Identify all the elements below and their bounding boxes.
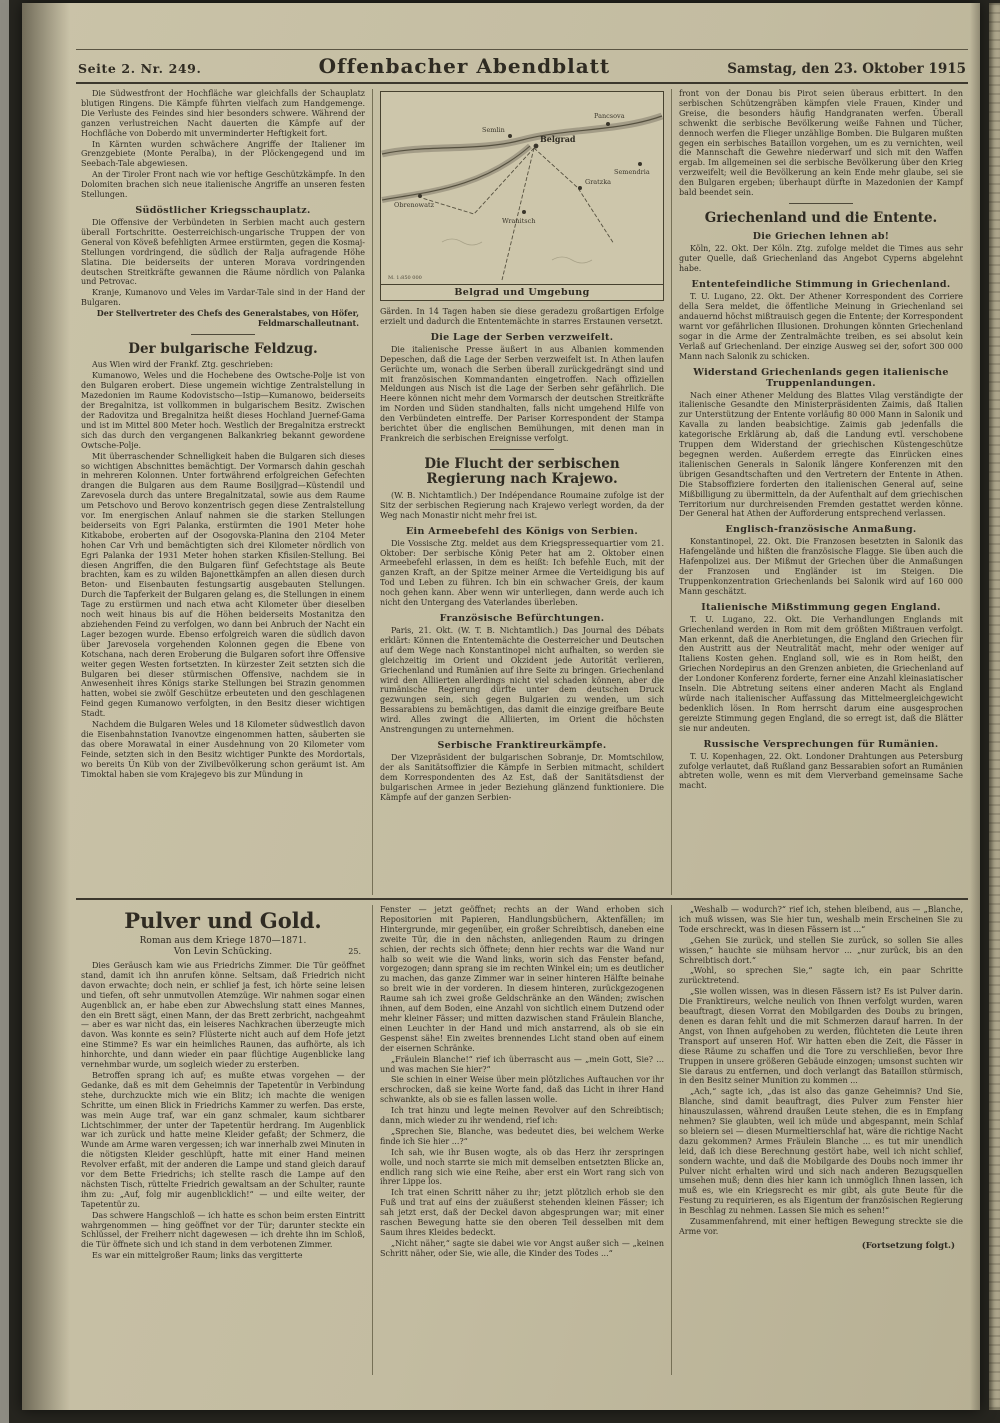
article-paragraph: „Nicht näher,“ sagte sie dabei wie vor Angst außer sich — „keinen Schritt näher, oder Sie, wie alle, die Kinder des Todes ...“ xyxy=(380,1238,664,1258)
article-paragraph: „Weshalb — wodurch?“ rief ich, stehen bleibend, aus — „Blanche, ich muß wissen, was Sie hier tun, weshalb mein Erscheinen Sie zu Tode erschreckt, was in diesen Fässern ist ...“ xyxy=(679,905,963,934)
article-paragraph: T. U. Lugano, 22. Okt. Die Verhandlungen Englands mit Griechenland werden in Rom mit dem größten Mißtrauen verfolgt. Man erkennt, daß die Anerbietungen, die England den Griechen für den Austritt aus der Neutralität macht, mehr oder weniger auf Italiens Kosten gehen. England soll, wie es in Rom heißt, den Griechen Nordepirus an den Grenzen anbieten, die Griechenland auf der Londoner Konferenz forderte, ferner eine Anzahl kleinasiatischer Inseln. Die Abtretung seitens einer anderen Macht als England würde nach italienischer Auffassung das Mittelmeergleichgewicht bedenklich lösen. In Rom herrscht darum eine ausgesprochen gereizte Stimmung gegen England, die so erregt ist, daß die Blätter sie nur andeuten. xyxy=(679,614,963,733)
feuilleton-column-3 xyxy=(671,905,970,1375)
map-label-pancsova: Pancsova xyxy=(594,112,625,120)
article-paragraph: Die Offensive der Verbündeten in Serbien macht auch gestern überall Fortschritte. Oesterreichisch-ungarische Truppen der von General von Köveß befehligten Armee erstürmten, gegen die Kosmaj-Stellungen vordringend, die südlich der Ralja aufragende Höhe Slatina. Die beiderseits der unteren Morava vordringenden deutschen Streitkräfte gewannen die Räume nördlich von Palanka und Petrovac. xyxy=(81,217,365,287)
news-column-3 xyxy=(671,89,970,895)
article-paragraph: Kumanowo, Weles und die Hochebene des Owtsche-Polje ist von den Bulgaren erobert. Diese ungemein wichtige Zentralstellung in Mazedonien im Raume Kodovistscho—Istip—Kumanowo, beiderseits der Bregalnitza, ist vollkommen in bulgarischem Besitz. Zwischen der Radovitza und Bregalnitza heißt dieses Hochland Juernef-Gama und ist im Mittel 800 Meter hoch. Westlich der Bregalnitza erstreckt sich das durch den vergangenen Balkankrieg bekannt gewordene Owtsche-Polje. xyxy=(81,371,365,450)
article-paragraph: front von der Donau bis Pirot seien überaus erbittert. In den serbischen Schützengräben kämpfen viele Frauen, Kinder und Greise, die besonders häufig Handgranaten werfen. Überall schwenkt die serbische Bevölkerung weiße Fahnen und Tücher, dennoch werfen die Flieger unzählige Bomben. Die Bulgaren mußten gegen ein serbisches Bataillon vorgehen, um es zu vernichten, weil die Mannschaft die Gewehre niederwarf und sich mit den Waffen ergab. Im allgemeinen sei die serbische Bevölkerung über den Krieg verzweifelt; weil die Bevölkerung an kein Ende mehr glaube, sei sie den Bulgaren ergeben; überhaupt dürfte in Mazedonien der Kampf bald beendet sein. xyxy=(679,89,963,198)
article-paragraph: Zusammenfahrend, mit einer heftigen Bewegung streckte sie die Arme vor. xyxy=(679,1217,963,1236)
article-headline: Die Griechen lehnen ab! xyxy=(752,231,890,243)
news-column-1 xyxy=(74,89,372,895)
article-divider xyxy=(789,203,853,204)
article-headline: Italienische Mißstimmung gegen England. xyxy=(701,601,941,613)
map-dot-pancsova xyxy=(606,122,610,126)
feuilleton-column-2 xyxy=(372,905,671,1375)
map-figure xyxy=(380,91,664,301)
article-divider xyxy=(490,449,554,450)
article-paragraph: Ich trat einen Schritt näher zu ihr; jetzt plötzlich erhob sie den Fuß und trat auf eins der zuäußerst stehenden kleinen Fässer; ich sah jetzt erst, daß der Deckel davon abgesprungen war; mit einer raschen Bewegung hatte sie den oberen Teil desselben mit dem Saum ihres Kleides bedeckt. xyxy=(380,1188,664,1237)
article-divider xyxy=(191,334,255,335)
article-headline: Englisch-französische Anmaßung. xyxy=(725,524,917,536)
map-dot-obrenowatz xyxy=(418,194,422,198)
belgrad-map xyxy=(381,92,663,284)
map-scale-note: M. 1:850 000 xyxy=(388,275,422,281)
map-dot-gratzka xyxy=(578,186,582,190)
article-paragraph: Gärden. In 14 Tagen haben sie diese geradezu großartigen Erfolge erzielt und dadurch die Ententemächte in starres Erstaunen versetzt. xyxy=(380,307,664,326)
article-paragraph: Konstantinopel, 22. Okt. Die Franzosen besetzten in Salonik das Hafengelände und hißten die französische Flagge. Sie üben auch die Hafenpolizei aus. Der Mißmut der Griechen über die Anmaßungen der Franzosen und Engländer ist im Steigen. Die Truppenkonzentration Griechenlands bei Salonik wird auf 160 000 Mann geschätzt. xyxy=(679,537,963,596)
article-paragraph: Das schwere Hangschloß — ich hatte es schon beim ersten Eintritt wahrgenommen — hing geöffnet vor der Tür; darunter steckte ein Schlüssel, der Freiherr nicht dagewesen — ich drehte ihn im Schloß, die Tür öffnete sich und ich stand in dem verbotenen Zimmer. xyxy=(81,1210,365,1250)
article-paragraph: Kranje, Kumanovo und Veles im Vardar-Tale sind in der Hand der Bulgaren. xyxy=(81,288,365,308)
article-paragraph: „Sie wollen wissen, was in diesen Fässern ist? Es ist Pulver darin. Die Franktireurs, welche neulich von Ihnen verfolgt wurden, waren beauftragt, diesen Vorrat den Mobilgarden des Doubs zu bringen, denen es daran fehlt und die mit Schmerzen darauf harren. In der Angst, von Ihnen aufgehoben zu werden, flüchteten die Leute ihren Transport auf unseren Hof. Wir hatten eben die Zeit, die Fässer in diese Räume zu schaffen und die Tore zu verschließen, bevor Ihre Truppen in unsere größeren Gebäude einzogen; umsonst suchten wir Sie daraus zu entfernen, und doch verlangt das Bataillon stürmisch, in den Besitz seiner Munition zu kommen ... xyxy=(679,987,963,1086)
feuilleton-column-3-text xyxy=(679,905,963,1237)
page-number: Seite 2. Nr. 249. xyxy=(78,61,202,76)
article-paragraph: Mit überraschender Schnelligkeit haben die Bulgaren sich dieses so wichtigen Abschnittes bemächtigt. Der Vormarsch dahin geschah in mehreren Kolonnen. Unter fortwährend erfolgreichen Gefechten drangen die Bulgaren aus dem Raume Bosiljgrad—Küstendil und Zarevosela durch das untere Bregalnitzatal, sowie aus dem Raume um Petschovo und Berovo konzentrisch gegen diese Zentralstellung vor. Im energischen Anlauf nahmen sie die starken Stellungen beiderseits von Egri Palanka, erstürmten die 1901 Meter hohe Kitkabobe, eroberten auf der Osogovska-Planina den 2104 Meter hohen Car Vrh und bemächtigten sich drei Kilometer nördlich von Egri Palanka der 1931 Meter hohen starken Kfisilen-Stellung. Bei diesen Angriffen, die den Bulgaren fünf Gefechtstage als Beute brachten, kam es zu wilden Bajonettkämpfen an allen diesen durch Beton- und Eisenbauten festungsartig ausgebauten Stellungen. Durch die Tapferkeit der Bulgaren gelang es, die Stellungen in einem Tage zu erstürmen und nach etwa acht Kilometer über dieselben noch weit hinaus bis auf die Höhen beiderseits Mostanitza den abziehenden Feind zu verfolgen, wo dann bei Anbruch der Nacht ein Lager bezogen wurde. Ebenso erfolgreich waren die südlich davon über Jarevosela vorgehenden Kolonnen gegen die Ebene von Kotschana, nach deren Eroberung die Bulgaren sofort ihre Offensive weiter gegen Westen fortsetzten. In kürzester Zeit setzten sich die Bulgaren bei dieser stürmischen Offensive, nachdem sie in Anwesenheit ihres Königs starke Stellungen bei Strazin genommen hatten, wobei sie zwölf Geschütze erbeuteten und den geschlagenen Feind gegen Kumanowo verfolgten, in den Besitz dieser wichtigen Stadt. xyxy=(81,451,365,719)
novel-title: Pulver und Gold. xyxy=(124,908,322,933)
article-paragraph: Nach einer Athener Meldung des Blattes Vilag verständigte der italienische Gesandte den Ministerpräsidenten Zaimis, daß Italien zur Unterstützung der Entente vorläufig 80 000 Mann in Salonik und Kavalla zu landen beabsichtige. Zaimis gab jedenfalls die kategorische Erklärung ab, daß die Landung evtl. verschobene Truppen dem Widerstand der griechischen Küstengeschütze begegnen werden. Außerdem erregte das Einrücken eines italienischen Generals in Salonik längere Konferenzen mit den übrigen Gesandtschaften und den Vertretern der Entente in Athen. Die Stabsoffiziere forderten den italienischen General auf, seine Mißbilligung zu übermitteln, da der Aufenthalt auf dem griechischen Territorium nur durchreisenden Fremden gestattet werden könne. Der General hat Athen der Aufforderung entsprechend verlassen. xyxy=(679,390,963,519)
map-label-obrenowatz: Obrenowatz xyxy=(394,201,435,209)
map-dot-wranitsch xyxy=(522,210,526,214)
novel-byline-row xyxy=(81,947,365,957)
map-dot-semendria xyxy=(638,162,642,166)
article-paragraph: In Kärnten wurden schwächere Angriffe der Italiener im Grenzgebiete (Monte Peralba), in der Plöckengegend und im Seebach-Tale abgewiesen. xyxy=(81,139,365,169)
article-paragraph: Betroffen sprang ich auf; es mußte etwas vorgehen — der Gedanke, daß es mit dem Geheimnis der Tapetentür in Verbindung stehe, durchzuckte mich wie ein Blitz; ich machte die wenigen Schritte, um einen Blick in Friedrichs Kammer zu werfen. Das erste, was mein Auge traf, war ein ganz schmaler, kaum sichtbarer Lichtschimmer, der unter der Tapetentür herdrang. Im Augenblick war ich zurück und hatte meine Kleider gefaßt; der Schmerz, die Wunde am Arme waren vergessen; ich war innerhalb zwei Minuten in die nötigsten Kleider geschlüpft, hatte mit einer Hand meinen Revolver erfaßt, mit der anderen die Lampe und stand gleich darauf vor dem Bette Friedrichs; ich stellte rasch die Lampe auf den nächsten Tisch, rüttelte Friedrich gewaltsam an der Schulter, raunte ihm zu: „Auf, folg mir augenblicklich!“ — und eilte weiter, der Tapetentür zu. xyxy=(81,1070,365,1209)
adjacent-page-sliver xyxy=(989,3,1000,1410)
article-paragraph: Es war ein mittelgroßer Raum; links das vergitterte xyxy=(92,1251,303,1261)
map-dot-semlin xyxy=(508,134,512,138)
article-paragraph: „Ach,“ sagte ich, „das ist also das ganze Geheimnis? Und Sie, Blanche, sind damit beauftragt, dies Pulver zum Fenster hier hinauszulassen, während draußen Leute stehen, die es in Empfang nehmen? Sie glaubten, weil ich müde und abgespannt, mein Schlaf so bleiern sei — diesen Murmeltierschlaf hat, wäre die richtige Nacht dazu gekommen? Armes Fräulein Blanche ... es tut mir unendlich leid, daß ich diese Berechnung gestört habe, weil ich nicht schlief, sondern wachte, und daß die Mobilgarde des Doubs noch immer ihr Pulver nicht erhalten wird und sich nach anderen Bezugsquellen umsehen muß; denn dies hier kann ich unmöglich Ihnen lassen, ich muß es, wie ein Kriegsrecht es mir gibt, als gute Beute für die Festung zu requirieren, es als Eigentum der französischen Regierung in Beschlag zu nehmen. Lassen Sie mich es sehen!“ xyxy=(679,1087,963,1216)
article-headline: Griechenland und die Entente. xyxy=(704,209,938,226)
article-paragraph: Sie schien in einer Weise über mein plötzliches Auftauchen vor ihr erschrocken, daß sie keine Worte fand, daß das Licht in ihrer Hand schwankte, als ob sie es fallen lassen wolle. xyxy=(380,1075,664,1105)
article-paragraph: Die Südwestfront der Hochfläche war gleichfalls der Schauplatz blutigen Ringens. Die Kämpfe führten vielfach zum Handgemenge. Die Verluste des Feindes sind hier besonders schwere. Während der ganzen verlustreichen Nacht dauerten die Kämpfe auf der Hochfläche von Doberdo mit unverminderter Heftigkeit fort. xyxy=(81,89,365,138)
article-headline: Serbische Franktireurkämpfe. xyxy=(437,739,607,751)
article-paragraph: Die italienische Presse äußert in aus Albanien kommenden Depeschen, daß die Lage der Serben verzweifelt ist. In Athen laufen Gerüchte um, wonach die Serben überall zurückgedrängt sind und mit französischen Kommandanten eingetroffen. Nach offiziellen Meldungen aus Nisch ist die Lage der Serben sehr gefährlich. Die Heere können nicht mehr dem Vormarsch der deutschen Streitkräfte im Norden und Süden standhalten, falls nicht umgehend Hilfe von den Verbündeten eintreffe. Der Pariser Korrespondent der Stampa berichtet über die englischen Bemühungen, mit denen man in Frankreich die serbischen Ereignisse verfolgt. xyxy=(380,344,664,443)
article-headline: Die Flucht der serbischen Regierung nach Krajewo. xyxy=(424,455,620,488)
article-paragraph: Der Vizepräsident der bulgarischen Sobranje, Dr. Momtschilow, der als Sanitätsoffizier die Kämpfe in Serbien mitmacht, schildert dem Korrespondenten des Az Est, daß der Sanitätsdienst der bulgarischen Armee in jeder Beziehung glänzend funktioniere. Die Kämpfe auf der ganzen Serbien- xyxy=(380,752,664,802)
continuation-note: (Fortsetzung folgt.) xyxy=(861,1240,955,1251)
article-paragraph: T. U. Lugano, 22. Okt. Der Athener Korrespondent des Corriere della Sera meldet, die öffentliche Meinung in Griechenland sei andauernd höchst mißtrauisch gegen die Entente; der Korrespondent warnt vor gefährlichen Illusionen. Drohungen könnten Griechenland sogar in die Arme der Zentralmächte treiben, es sei absolut kein Verlaß auf Griechenland. Der einzige Ausweg sei der, sofort 300 000 Mann nach Salonik zu schicken. xyxy=(679,292,963,361)
article-paragraph: Nachdem die Bulgaren Weles und 18 Kilometer südwestlich davon die Eisenbahnstation Ivanovtze eingenommen hatten, säuberten sie das obere Morawatal in einer Ausdehnung von 20 Kilometer vom Feinde, setzten sich in den Besitz wichtiger Punkte des Mordortals, wo bereits Ün Küb von der Zivilbevölkerung schon geräumt ist. Am Timoktal haben sie vom Krajegevo bis zur Mündung in xyxy=(81,720,365,779)
article-headline: Französische Befürchtungen. xyxy=(439,612,605,624)
map-dot-belgrad xyxy=(534,144,539,149)
date-line: Samstag, den 23. Oktober 1915 xyxy=(727,61,966,77)
article-paragraph: „Wohl, so sprechen Sie,“ sagte ich, ein paar Schritte zurücktretend. xyxy=(679,966,963,986)
article-paragraph: Köln, 22. Okt. Der Köln. Ztg. zufolge meldet die Times aus sehr guter Quelle, daß Griechenland das Angebot Cyperns abgelehnt habe. xyxy=(679,244,963,274)
article-paragraph: Aus Wien wird der Frankf. Ztg. geschrieben: xyxy=(92,360,274,370)
news-column-2 xyxy=(372,89,671,895)
map-label-semlin: Semlin xyxy=(482,126,505,134)
article-paragraph: Dies Geräusch kam wie aus Friedrichs Zimmer. Die Tür geöffnet stand, damit ich ihn anrufen könne. Seltsam, daß Friedrich nicht davon erwachte; doch nein, er schlief ja fest, ich hörte seine leisen und tiefen, oft sehr unmutvollen Atemzüge. Wir nahmen sogar einen Augenblick an, er habe eben zur Abwechslung statt eines Mannes, den ein Brett sägt, einen Mann, der das Brett zerbricht, nachgeahmt — aber es war nicht das, ein leiseres Nachkrachen überzeugte mich davon. Was konnte es sein? Flüsterte nicht auch auf dem Hofe jetzt eine Stimme? Es war ein heimliches Raunen, das aufhörte, als ich hinhorchte, und dann wieder ein paar flüchtige Augenblicke lang vernehmbar wurde, um sogleich wieder zu ersterben. xyxy=(81,961,365,1070)
article-paragraph: Fenster — jetzt geöffnet; rechts an der Wand erhoben sich Repositorien mit Papieren, Handlungsbüchern, Aktenfällen; im Hintergrunde, mir gegenüber, ein großer Schreibtisch, daneben eine zweite Tür, die in den nächsten, anliegenden Raum zu dringen schien, der rechts sich öffnete; denn hier rechts war die Wand nur halb so weit wie die Wand links, worin sich das Fenster befand, vorgezogen; dann sprang sie im rechten Winkel ein; um es deutlicher zu machen, das ganze Zimmer war in seiner hinteren Hälfte beinahe so breit wie in der vorderen. In diesem hinteren, zurückgezogenen Raume sah ich zwei große Geldschränke an den Wänden; zwischen ihnen, auf dem Boden, eine Anzahl von sichtlich einem Dutzend oder mehr kleiner Fässer; und mitten dazwischen stand Fräulein Blanche, einen Leuchter in der Hand und mich anstarrend, als ob sie ein Gespenst sähe! Ein zweites brennendes Licht stand oben auf einem der eisernen Schränke. xyxy=(380,905,664,1053)
novel-byline: Von Levin Schücking. xyxy=(173,947,273,957)
map-caption: Belgrad und Umgebung xyxy=(381,284,663,300)
article-paragraph: T. U. Kopenhagen, 22. Okt. Londoner Drahtungen aus Petersburg zufolge verlautet, daß Rußland ganz Bessarabien sofort an Rumänien abtreten wolle, wenn es mit dem Vierverband gemeinsame Sache macht. xyxy=(679,751,963,791)
article-headline: Ein Armeebefehl des Königs von Serbien. xyxy=(406,525,638,537)
feuilleton-column-1 xyxy=(74,905,372,1375)
page-header xyxy=(74,54,970,81)
novel-subtitle: Roman aus dem Kriege 1870—1871. xyxy=(139,936,307,946)
article-paragraph: „Fräulein Blanche!“ rief ich überrascht aus — „mein Gott, Sie? ... und was machen Sie hier?“ xyxy=(380,1054,664,1074)
masthead: Offenbacher Abendblatt xyxy=(318,54,611,78)
article-headline: Der bulgarische Feldzug. xyxy=(128,340,318,357)
news-section xyxy=(74,89,970,895)
article-paragraph: Ich trat hinzu und legte meinen Revolver auf den Schreibtisch; dann, mich wieder zu ihr wendend, rief ich: xyxy=(380,1106,664,1126)
scanner-edge xyxy=(0,0,9,1423)
article-paragraph: Der Stellvertreter des Chefs des Generalstabes, von Höfer, Feldmarschalleutnant. xyxy=(96,308,359,329)
article-paragraph: Die Vossische Ztg. meldet aus dem Kriegspressequartier vom 21. Oktober: Der serbische König Peter hat am 2. Oktober einen Armeebefehl erlassen, in dem es heißt: Ich befehle Euch, mit der ganzen Kraft, an der Spitze meiner Armee die Verteidigung bis auf Tod und Leben zu führen. Ich bin ein schwacher Greis, der kaum noch gehen kann. Aber wenn wir unterliegen, dann werde auch ich nicht den Untergang des Vaterlandes überleben. xyxy=(380,538,664,608)
article-paragraph: An der Tiroler Front nach wie vor heftige Geschützkämpfe. In den Dolomiten brachen sich neue italienische Angriffe an unseren festen Stellungen. xyxy=(81,170,365,200)
map-label-belgrad: Belgrad xyxy=(540,134,576,144)
map-label-semendria: Semendria xyxy=(614,168,650,176)
article-headline: Die Lage der Serben verzweifelt. xyxy=(430,331,614,343)
article-headline: Ententefeindliche Stimmung in Griechenland. xyxy=(691,279,951,291)
page-content xyxy=(22,3,980,1410)
article-headline: Südöstlicher Kriegsschauplatz. xyxy=(135,204,311,216)
map-background xyxy=(382,92,662,284)
feuilleton-column-1-text xyxy=(81,961,365,1261)
article-headline: Russische Versprechungen für Rumänien. xyxy=(703,738,939,750)
header-top-rule xyxy=(76,49,968,50)
feuilleton-section xyxy=(74,905,970,1375)
map-label-wranitsch: Wranitsch xyxy=(502,217,536,225)
news-column-2-text xyxy=(380,307,664,802)
map-label-gratzka: Gratzka xyxy=(585,178,612,186)
article-paragraph: Ich sah, wie ihr Busen wogte, als ob das Herz ihr zerspringen wolle, und noch starrte sie mich mit demselben entsetzten Blicke an, endlich rang sich wie eine Reihe, aber erst ein Wort rang sich von ihrer Lippe los. xyxy=(380,1147,664,1187)
feuilleton-divider-rule xyxy=(76,898,968,900)
article-paragraph: „Sprechen Sie, Blanche, was bedeutet dies, bei welchem Werke finde ich Sie hier ...?“ xyxy=(380,1126,664,1146)
article-headline: Widerstand Griechenlands gegen italienische Truppenlandungen. xyxy=(693,366,949,389)
article-paragraph: „Gehen Sie zurück, und stellen Sie zurück, so sollen Sie alles wissen,“ hauchte sie mühsam hervor ... „nur zurück, bis an den Schreibtisch dort.“ xyxy=(679,935,963,965)
installment-number: 25. xyxy=(348,947,361,956)
newspaper-page xyxy=(22,3,980,1410)
article-paragraph: Paris, 21. Okt. (W. T. B. Nichtamtlich.) Das Journal des Débats erklärt: Können die Ententemächte die Oesterreicher und Deutschen auf dem Wege nach Konstantinopel nicht aufhalten, so werden sie gleichzeitig im Orient und Okzident jede Autorität verlieren, Griechenland und Rumänien auf ihre Seite zu bringen. Griechenland wird den Alliierten allerdings nicht viel schaden können, aber die rumänische Regierung dürfte unter dem deutschen Druck gezwungen sein, sich gegen Bulgarien zu wenden, um sich Bessarabiens zu bemächtigen, das damit die einzige greifbare Beute wird. Alles zwingt die Alliierten, im Orient die höchsten Anstrengungen zu unternehmen. xyxy=(380,625,664,735)
header-rule xyxy=(76,82,968,84)
article-paragraph: (W. B. Nichtamtlich.) Der Indépendance Roumaine zufolge ist der Sitz der serbischen Regierung nach Krajewo verlegt worden, da der Weg nach Monastir nicht mehr frei ist. xyxy=(380,490,664,520)
